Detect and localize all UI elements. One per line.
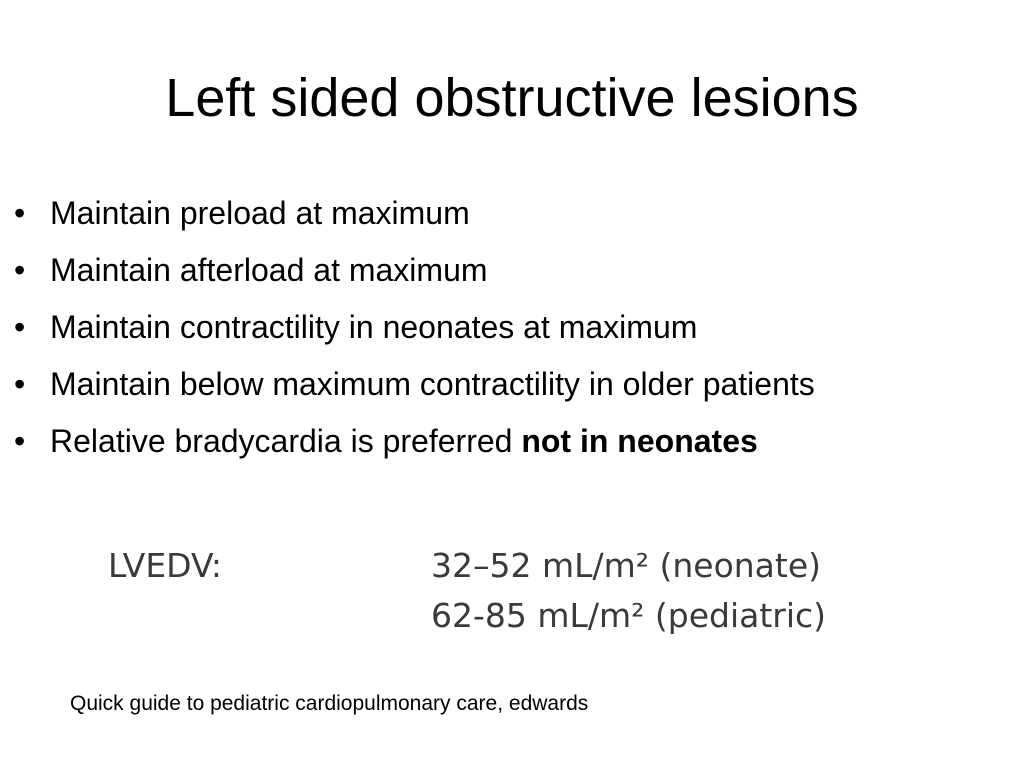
bullet-list [14,185,1019,470]
bullet-mark: • [14,366,26,402]
slide-title: Left sided obstructive lesions [165,68,859,128]
bullet-mark: • [14,309,26,345]
bullet-text: Maintain preload at maximum [50,195,470,231]
bullet-item [14,185,1019,242]
bullet-text: Maintain below maximum contractility in older patients [50,366,815,402]
bullet-item [14,299,1019,356]
lvedv-value-neonate: 32–52 mL/m² (neonate) [431,546,822,585]
bullet-item [14,242,1019,299]
bullet-item [14,356,1019,413]
bullet-bold-text: not in neonates [521,423,758,459]
lvedv-reference-image [108,540,868,640]
bullet-text: Maintain contractility in neonates at maximum [50,309,698,345]
citation: Quick guide to pediatric cardiopulmonary care, edwards [70,692,589,715]
bullet-mark: • [14,195,26,231]
bullet-item [14,413,1019,470]
bullet-mark: • [14,252,26,288]
bullet-text: Relative bradycardia is preferred [50,423,522,459]
lvedv-value-pediatric: 62-85 mL/m² (pediatric) [431,596,827,635]
lvedv-label: LVEDV: [108,546,223,585]
bullet-mark: • [14,423,26,459]
bullet-text: Maintain afterload at maximum [50,252,488,288]
